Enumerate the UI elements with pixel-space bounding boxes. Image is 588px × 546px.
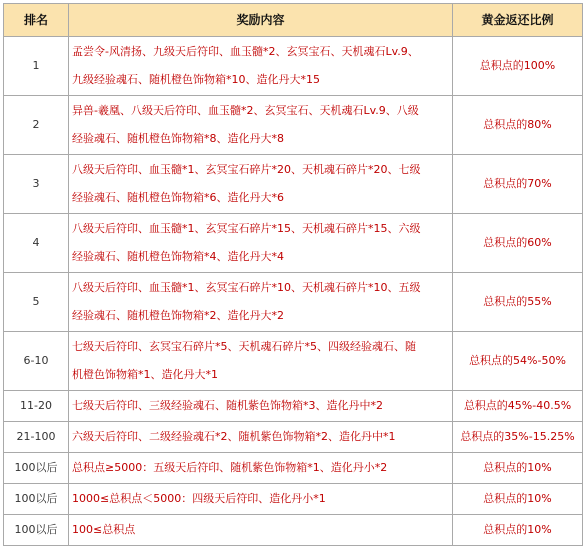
reward-line: 七级天后符印、三级经验魂石、随机紫色饰物箱*3、造化丹中*2 bbox=[72, 399, 383, 412]
table-row bbox=[4, 214, 583, 273]
table-row bbox=[4, 515, 583, 546]
rank-cell: 4 bbox=[4, 214, 69, 273]
reward-line: 经验魂石、随机橙色饰物箱*2、造化丹大*2 bbox=[72, 309, 284, 322]
header-ratio: 黄金返还比例 bbox=[453, 4, 583, 37]
ratio-cell: 总积点的80% bbox=[453, 96, 583, 155]
rank-cell: 100以后 bbox=[4, 515, 69, 546]
rank-cell: 21-100 bbox=[4, 422, 69, 453]
rank-cell: 100以后 bbox=[4, 484, 69, 515]
reward-line: 九级经验魂石、随机橙色饰物箱*10、造化丹大*15 bbox=[72, 73, 320, 86]
reward-line: 机橙色饰物箱*1、造化丹大*1 bbox=[72, 368, 218, 381]
reward-cell bbox=[69, 155, 453, 214]
reward-cell bbox=[69, 96, 453, 155]
table-row bbox=[4, 155, 583, 214]
ratio-cell: 总积点的10% bbox=[453, 484, 583, 515]
reward-line: 经验魂石、随机橙色饰物箱*4、造化丹大*4 bbox=[72, 250, 284, 263]
ratio-cell: 总积点的100% bbox=[453, 37, 583, 96]
rank-cell: 1 bbox=[4, 37, 69, 96]
rank-cell: 11-20 bbox=[4, 391, 69, 422]
table-row bbox=[4, 37, 583, 96]
reward-cell bbox=[69, 453, 453, 484]
reward-cell bbox=[69, 273, 453, 332]
table-header-row bbox=[4, 4, 583, 37]
reward-cell bbox=[69, 214, 453, 273]
reward-line: 经验魂石、随机橙色饰物箱*8、造化丹大*8 bbox=[72, 132, 284, 145]
ratio-cell: 总积点的10% bbox=[453, 515, 583, 546]
ratio-cell: 总积点的70% bbox=[453, 155, 583, 214]
reward-line: 经验魂石、随机橙色饰物箱*6、造化丹大*6 bbox=[72, 191, 284, 204]
reward-line: 1000≤总积点＜5000：四级天后符印、造化丹小*1 bbox=[72, 492, 326, 505]
table-row bbox=[4, 484, 583, 515]
rank-cell: 5 bbox=[4, 273, 69, 332]
reward-line: 八级天后符印、血玉髓*1、玄冥宝石碎片*10、天机魂石碎片*10、五级 bbox=[72, 281, 421, 294]
table-row bbox=[4, 453, 583, 484]
reward-cell bbox=[69, 391, 453, 422]
reward-line: 孟尝令-风清扬、九级天后符印、血玉髓*2、玄冥宝石、天机魂石Lv.9、 bbox=[72, 45, 419, 58]
table-row bbox=[4, 422, 583, 453]
reward-cell bbox=[69, 422, 453, 453]
reward-table-container bbox=[3, 3, 583, 546]
table-row bbox=[4, 96, 583, 155]
reward-cell bbox=[69, 332, 453, 391]
table-row bbox=[4, 391, 583, 422]
reward-cell bbox=[69, 515, 453, 546]
ratio-cell: 总积点的45%-40.5% bbox=[453, 391, 583, 422]
rank-cell: 100以后 bbox=[4, 453, 69, 484]
rank-cell: 6-10 bbox=[4, 332, 69, 391]
reward-line: 总积点≥5000：五级天后符印、随机紫色饰物箱*1、造化丹小*2 bbox=[72, 461, 388, 474]
ratio-cell: 总积点的60% bbox=[453, 214, 583, 273]
reward-line: 八级天后符印、血玉髓*1、玄冥宝石碎片*20、天机魂石碎片*20、七级 bbox=[72, 163, 421, 176]
reward-line: 100≤总积点 bbox=[72, 523, 136, 536]
reward-table bbox=[3, 3, 583, 546]
table-row bbox=[4, 273, 583, 332]
rank-cell: 2 bbox=[4, 96, 69, 155]
ratio-cell: 总积点的54%-50% bbox=[453, 332, 583, 391]
reward-line: 六级天后符印、二级经验魂石*2、随机紫色饰物箱*2、造化丹中*1 bbox=[72, 430, 396, 443]
table-row bbox=[4, 332, 583, 391]
ratio-cell: 总积点的55% bbox=[453, 273, 583, 332]
header-reward: 奖励内容 bbox=[69, 4, 453, 37]
header-rank: 排名 bbox=[4, 4, 69, 37]
reward-line: 七级天后符印、玄冥宝石碎片*5、天机魂石碎片*5、四级经验魂石、随 bbox=[72, 340, 416, 353]
reward-cell bbox=[69, 484, 453, 515]
reward-line: 异兽-羲凰、八级天后符印、血玉髓*2、玄冥宝石、天机魂石Lv.9、八级 bbox=[72, 104, 419, 117]
reward-line: 八级天后符印、血玉髓*1、玄冥宝石碎片*15、天机魂石碎片*15、六级 bbox=[72, 222, 421, 235]
reward-cell bbox=[69, 37, 453, 96]
ratio-cell: 总积点的35%-15.25% bbox=[453, 422, 583, 453]
ratio-cell: 总积点的10% bbox=[453, 453, 583, 484]
rank-cell: 3 bbox=[4, 155, 69, 214]
